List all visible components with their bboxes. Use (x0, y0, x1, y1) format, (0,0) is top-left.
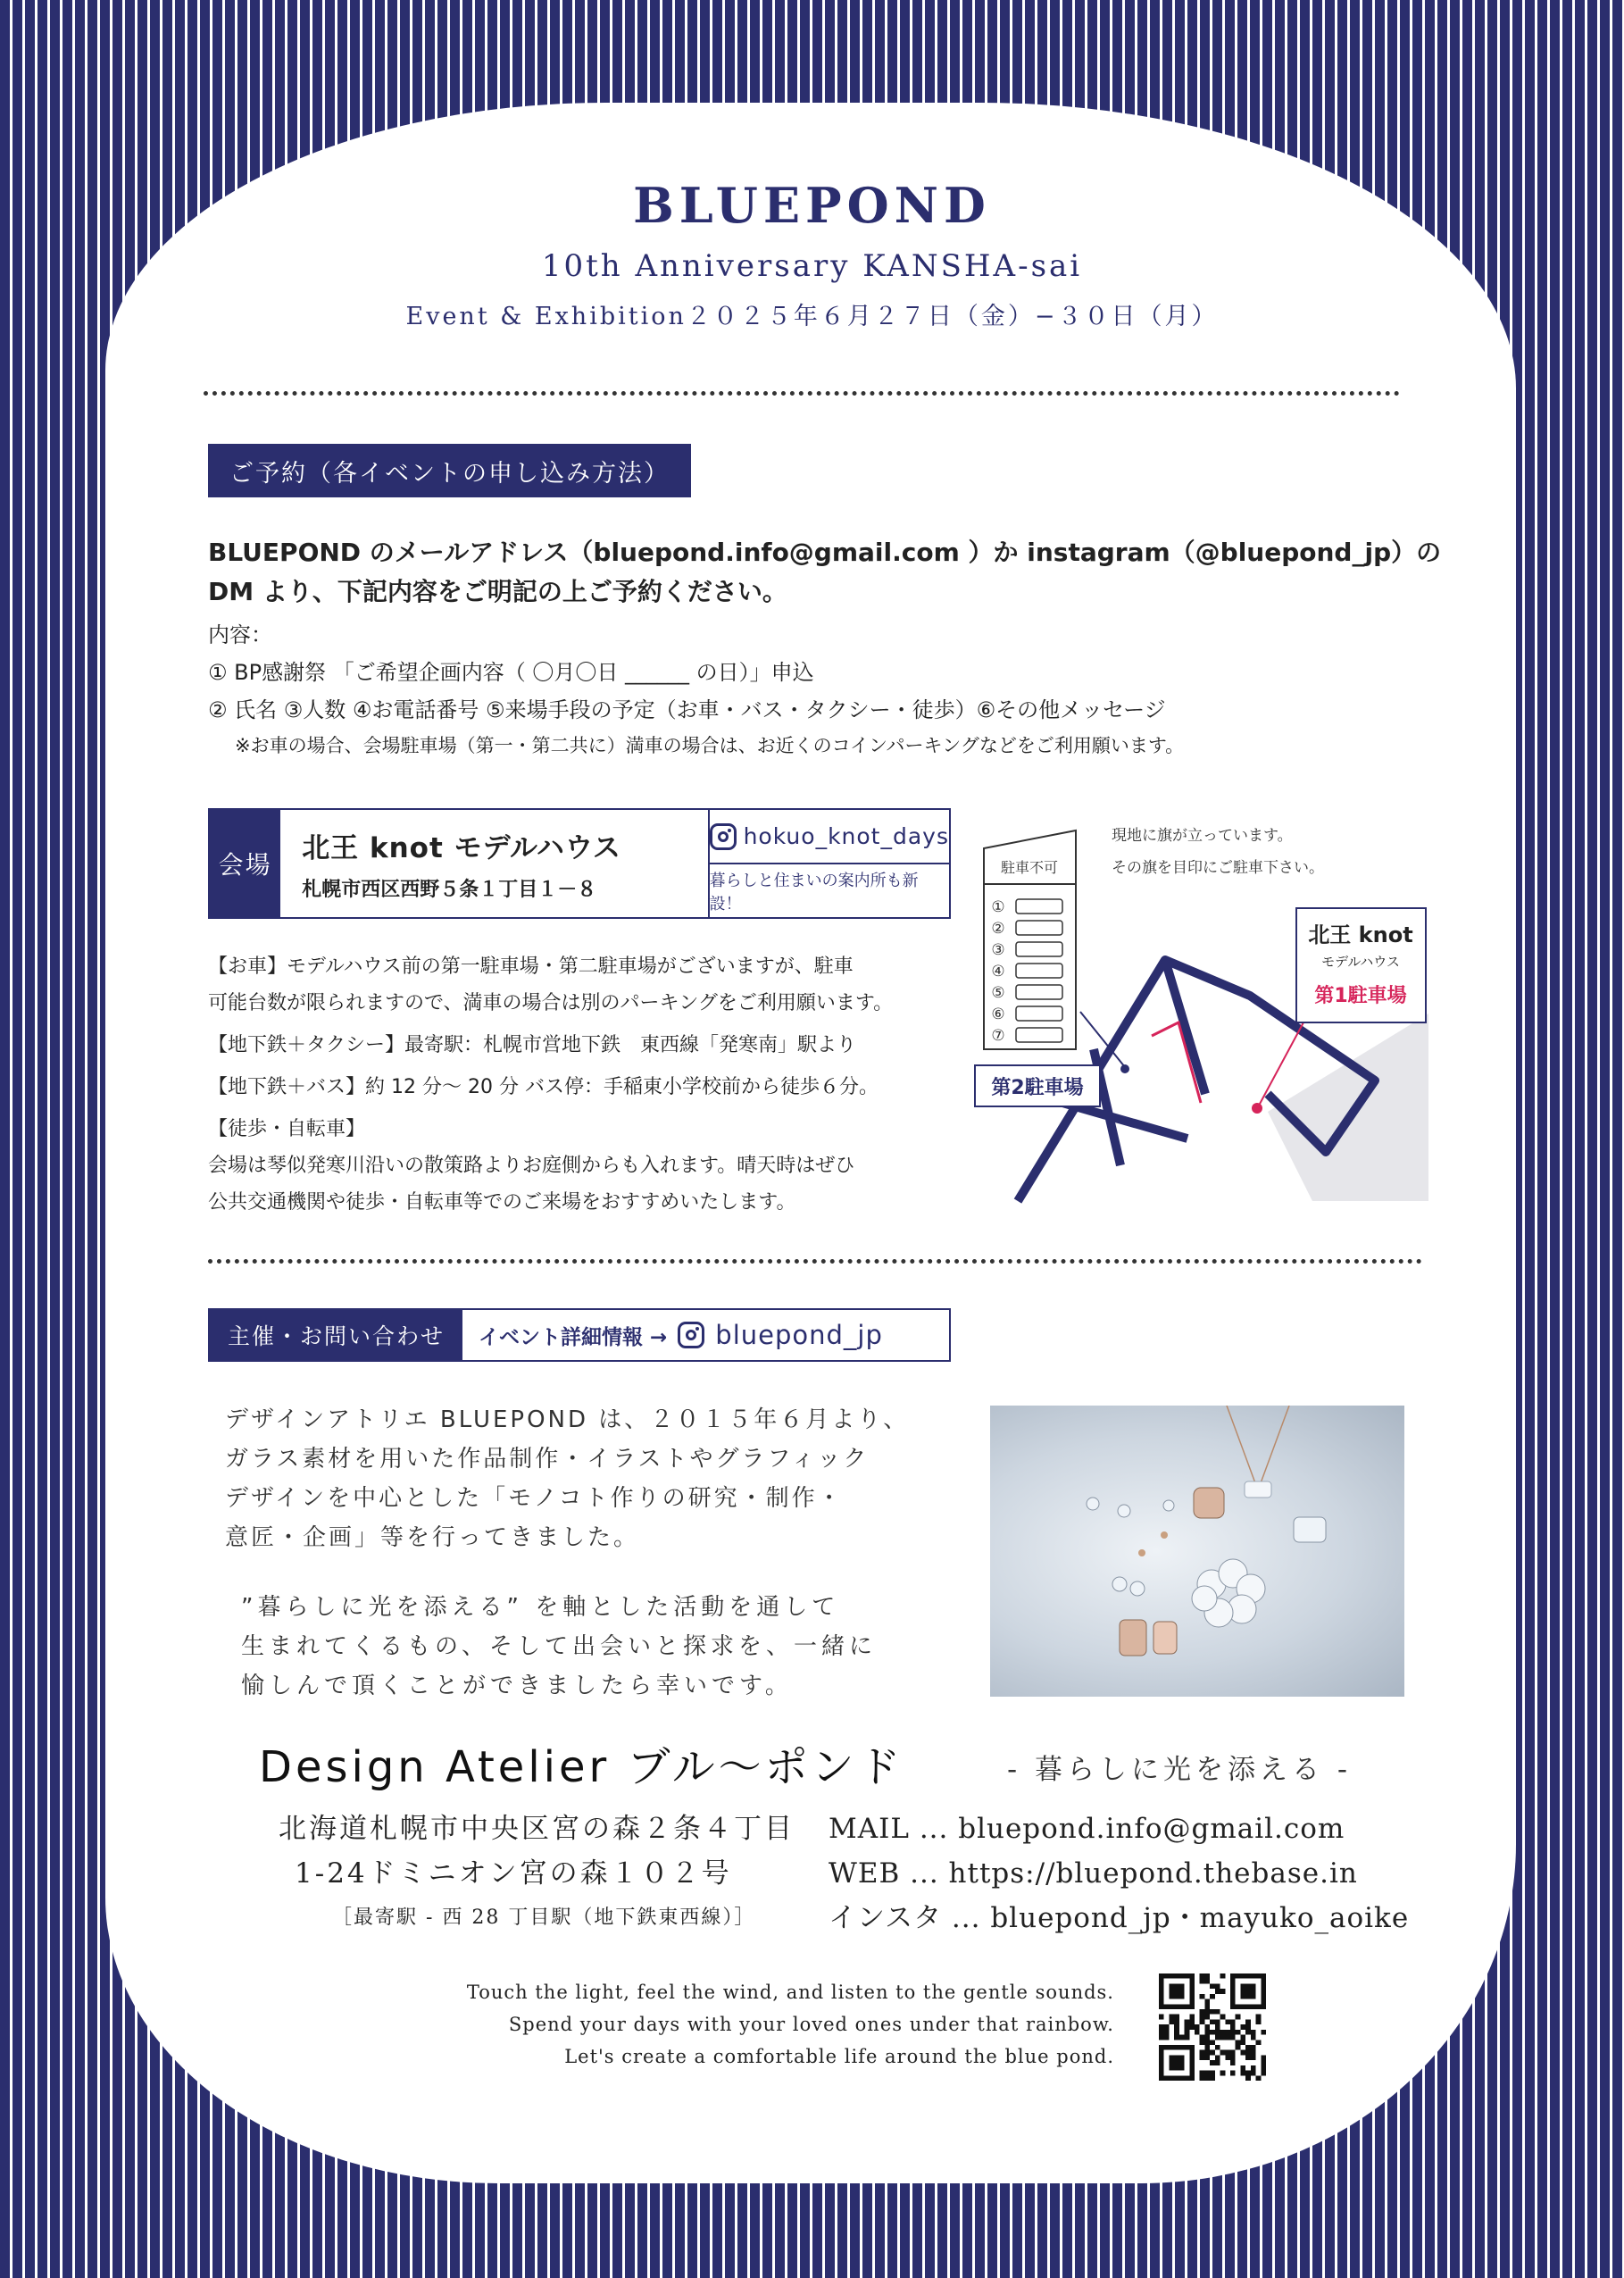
reservation-tag-box (208, 444, 691, 497)
venue-box (208, 808, 951, 919)
access-car-1: 【お車】モデルハウス前の第一駐車場・第二駐車場がございますが、駐車 (208, 955, 854, 978)
parking-slot (1016, 942, 1062, 956)
reservation-contents (208, 616, 1184, 763)
instagram-icon (678, 1322, 704, 1348)
parking-slot (1016, 1006, 1062, 1021)
about-p2-line2: 生まれてくるもの、そして出会いと探求を、一緒に (241, 1633, 877, 1660)
footer-insta[interactable]: インスタ ... bluepond_jp・mayuko_aoike (829, 1902, 1410, 1934)
about-p1-line2: ガラス素材を用いた作品制作・イラストやグラフィック (225, 1446, 870, 1473)
contact-tag: 主催・お問い合わせ (210, 1310, 462, 1360)
parking-slot-number: ⑦ (991, 1027, 1005, 1045)
reservation-tag: ご予約（各イベントの申し込み方法） (210, 446, 689, 496)
parking-slot-number: ① (991, 898, 1005, 916)
footer-mail[interactable]: MAIL ... bluepond.info@gmail.com (829, 1813, 1345, 1845)
footer-contacts (829, 1807, 1409, 1940)
flag-note-2: その旗を目印にご駐車下さい。 (1112, 859, 1324, 877)
contents-note: ※お車の場合、会場駐車場（第一・第二共に）満車の場合は、お近くのコインパーキングなどをご利用願います。 (235, 735, 1185, 756)
contact-instagram[interactable] (462, 1310, 883, 1360)
about-p1-line4: 意匠・企画」等を行ってきました。 (225, 1524, 640, 1551)
anniversary-subtitle: 10th Anniversary KANSHA-sai (541, 248, 1083, 284)
footer-tagline: - 暮らしに光を添える - (1007, 1754, 1353, 1786)
closing-line-3: Let's create a comfortable life around the blue pond. (564, 2046, 1114, 2067)
footer-web[interactable]: WEB ... https://bluepond.thebase.in (829, 1857, 1358, 1890)
access-walk-1: 会場は琴似発寒川沿いの散策路よりお庭側からも入れます。晴天時はぜひ (208, 1155, 855, 1177)
divider-middle (208, 1259, 1422, 1264)
venue-tag: 会場 (210, 810, 280, 917)
parking-slot-number: ③ (991, 941, 1005, 959)
footer-station: ［最寄駅 - 西 28 丁目駅（地下鉄東西線）］ (332, 1907, 756, 1929)
event-info-label: イベント詳細情報 → (479, 1325, 668, 1349)
parking-map (973, 808, 1437, 1210)
map-gray-area (1268, 1014, 1428, 1201)
contents-label: 内容： (208, 622, 272, 647)
footer-address-2: 1-24ドミニオン宮の森１０２号 (295, 1857, 732, 1890)
parking-slot (1016, 985, 1062, 999)
about-paragraph-1 (225, 1400, 909, 1557)
access-bus: 【地下鉄＋バス】約 12 分〜 20 分 バス停：手稲東小学校前から徒歩６分。 (208, 1076, 879, 1098)
venue-address: 札幌市西区西野５条１丁目１－８ (302, 879, 597, 901)
about-p2-line1: ”暮らしに光を添える” を軸とした活動を通して (241, 1594, 840, 1621)
parking-slot-number: ⑥ (991, 1005, 1005, 1023)
venue-instagram[interactable] (710, 810, 949, 864)
parking2-label: 第2駐車場 (991, 1077, 1084, 1099)
footer-address (279, 1807, 795, 1940)
flag-note-1: 現地に旗が立っています。 (1112, 827, 1293, 845)
venue-instagram-panel (710, 810, 949, 917)
access-car-2: 可能台数が限られますので、満車の場合は別のパーキングをご利用願います。 (208, 992, 894, 1014)
reservation-intro-line1: BLUEPOND のメールアドレス（bluepond.info@gmail.com ）か instagram（@bluepond_jp）の (208, 538, 1442, 567)
parking-slot (1016, 964, 1062, 978)
reservation-intro (208, 533, 1441, 612)
access-info (208, 948, 893, 1221)
parking-slot-number: ② (991, 920, 1005, 938)
contents-item-1: ① BP感謝祭 「ご希望企画内容（ 〇月〇日 ______ の日）」申込 (208, 660, 814, 685)
contents-item-2: ② 氏名 ③人数 ④お電話番号 ⑤来場手段の予定（お車・バス・タクシー・徒歩）⑥その他メッセージ (208, 697, 1166, 722)
hokuo-sub: モデルハウス (1321, 954, 1400, 970)
parking-slot (1016, 1028, 1062, 1042)
parking-slot (1016, 899, 1062, 914)
parking-slot-number: ⑤ (991, 984, 1005, 1002)
divider-top (204, 391, 1400, 396)
about-p1-line3: デザインを中心とした「モノコト作りの研究・制作・ (225, 1485, 844, 1512)
contact-bar (208, 1308, 951, 1362)
access-walk-2: 公共交通機関や徒歩・自転車等でのご来場をおすすめいたします。 (208, 1191, 796, 1214)
contact-instagram-handle: bluepond_jp (715, 1320, 883, 1350)
hokuo-title: 北王 knot (1308, 922, 1413, 947)
closing-line-2: Spend your days with your loved ones under that rainbow. (508, 2014, 1114, 2035)
parking-slot-number: ④ (991, 963, 1005, 980)
closing-line-1: Touch the light, feel the wind, and listen to the gentle sounds. (466, 1982, 1114, 2003)
brand-title: BLUEPOND (633, 177, 991, 234)
closing-message (467, 1976, 1114, 2073)
event-dates: Event & Exhibition２０２５年６月２７日（金）−３０日（月） (405, 303, 1219, 330)
jewelry-photo (990, 1406, 1404, 1697)
reservation-intro-line2: DM より、下記内容をご明記の上ご予約ください。 (208, 577, 787, 606)
venue-marker (1252, 1103, 1262, 1114)
about-p2-line3: 愉しんで頂くことができましたら幸いです。 (241, 1673, 793, 1699)
venue-info (280, 810, 709, 917)
parking-slot (1016, 921, 1062, 935)
qr-code[interactable] (1159, 1973, 1266, 2081)
access-taxi: 【地下鉄＋タクシー】最寄駅：札幌市営地下鉄 東西線「発寒南」駅より (208, 1034, 857, 1056)
instagram-icon (710, 823, 737, 850)
footer-brand: Design Atelier ブル～ポンド (259, 1742, 904, 1792)
about-paragraph-2 (241, 1588, 877, 1706)
venue-instagram-note: 暮らしと住まいの案内所も新設！ (709, 871, 919, 914)
venue-instagram-handle: hokuo_knot_days (743, 823, 949, 849)
about-p1-line1: デザインアトリエ BLUEPOND は、２０１５年６月より、 (225, 1406, 910, 1433)
access-walk-label: 【徒歩・自転車】 (208, 1118, 366, 1140)
venue-name: 北王 knot モデルハウス (302, 832, 621, 864)
footer-address-1: 北海道札幌市中央区宮の森２条４丁目 (279, 1813, 795, 1845)
no-parking-label: 駐車不可 (1000, 859, 1059, 876)
parking1-label: 第1駐車場 (1314, 985, 1407, 1007)
